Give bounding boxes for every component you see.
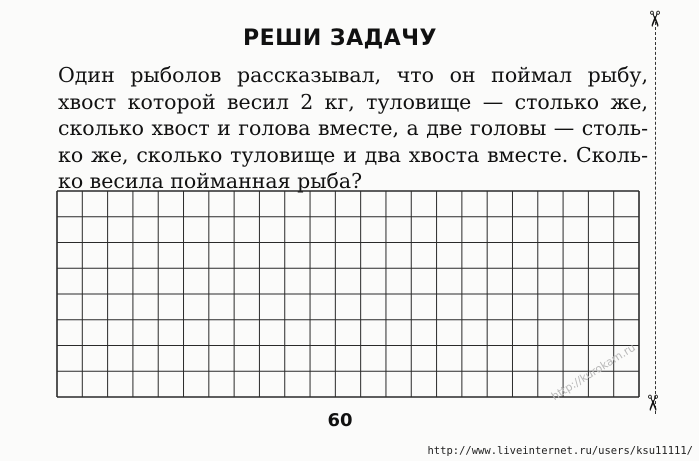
problem-line: Один рыболов рассказывал, что он поймал рыбу, bbox=[58, 63, 648, 87]
source-url: http://www.liveinternet.ru/users/ksu11111/ bbox=[427, 445, 693, 457]
problem-line: хвост которой весил 2 кг, туловище — столько же, bbox=[58, 89, 648, 114]
watermark-text: http://kurokam.ru bbox=[549, 340, 638, 403]
scissors-icon: ✂ bbox=[641, 9, 667, 29]
answer-grid[interactable] bbox=[56, 190, 640, 398]
page-number: 60 bbox=[327, 410, 353, 431]
page-title: РЕШИ ЗАДАЧУ bbox=[243, 26, 437, 51]
problem-line: ко же, сколько туловище и два хвоста вместе. Сколь- bbox=[58, 142, 648, 167]
problem-text bbox=[58, 62, 648, 195]
answer-grid-lines bbox=[56, 190, 640, 398]
scissors-icon: ✂ bbox=[639, 393, 665, 413]
cut-line bbox=[655, 22, 656, 414]
problem-line: сколько хвост и голова вместе, а две головы — столь- bbox=[58, 116, 648, 140]
problem-line: ко весила пойманная рыба? bbox=[58, 169, 363, 193]
